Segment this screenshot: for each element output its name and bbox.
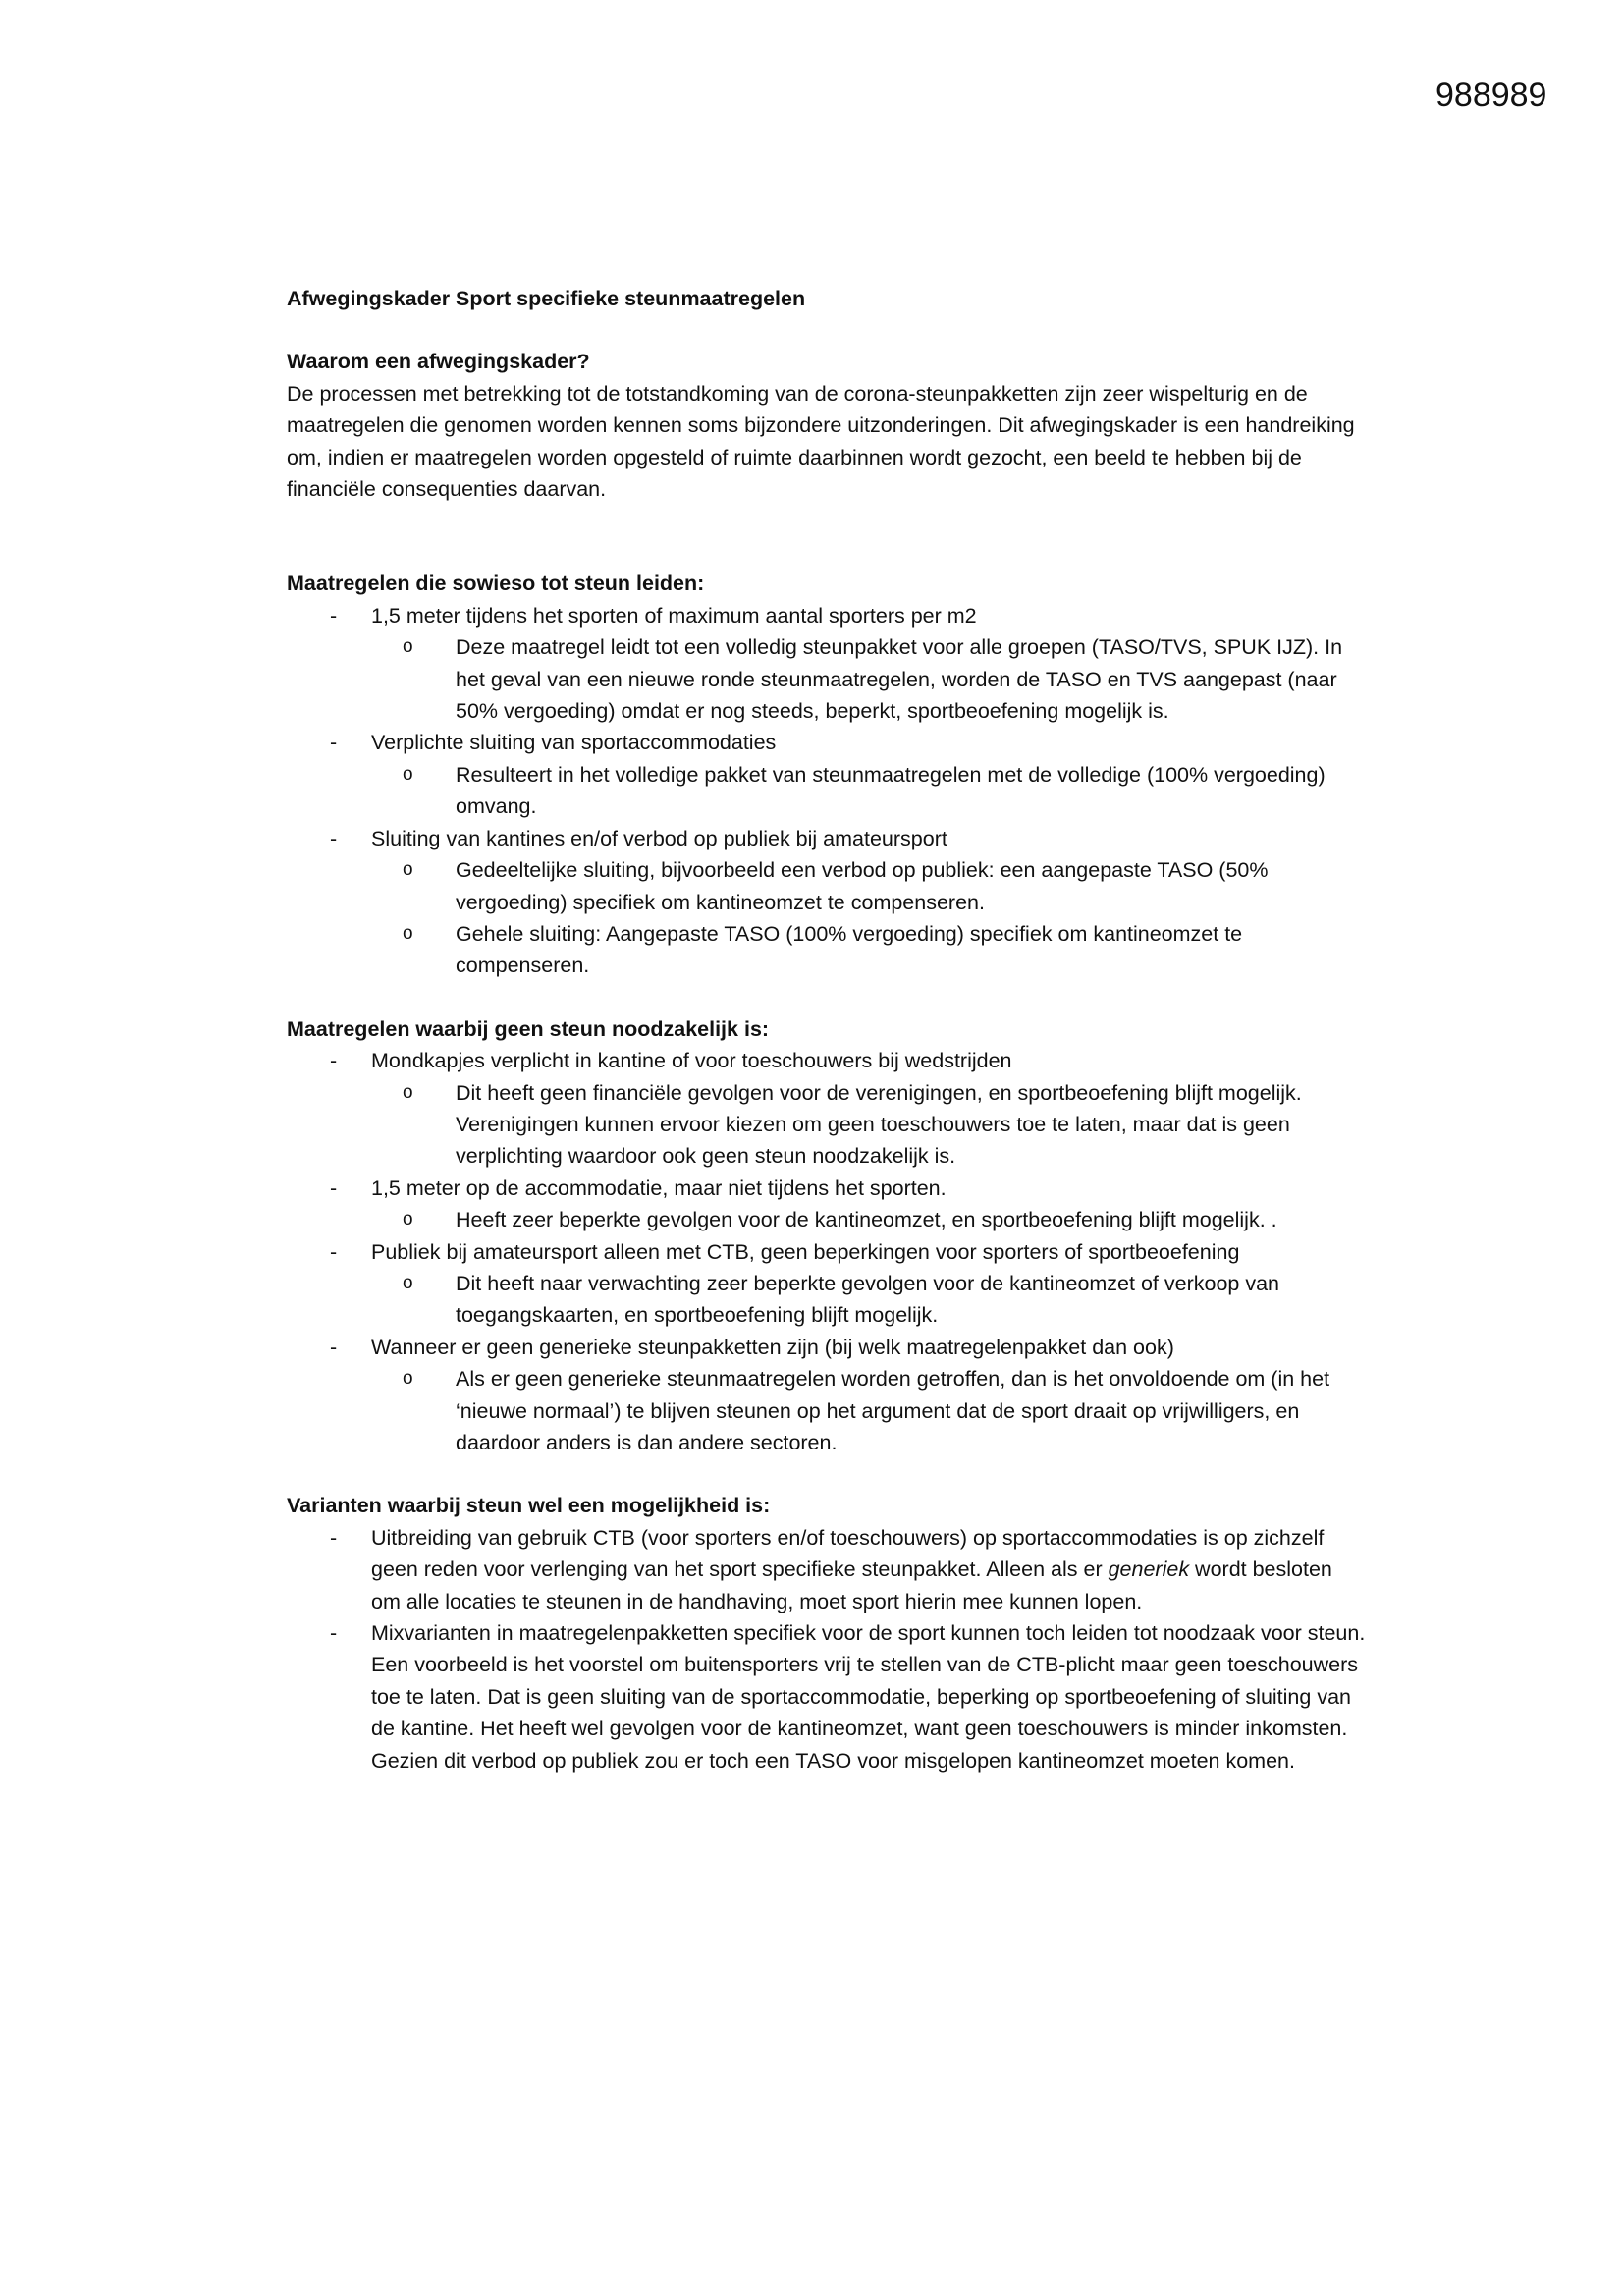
document-title: Afwegingskader Sport specifieke steunmaatregelen [287, 287, 806, 310]
circle-bullet: o [403, 636, 413, 658]
list-item-text: Mondkapjes verplicht in kantine of voor toeschouwers bij wedstrijden [371, 1049, 1012, 1073]
circle-bullet: o [403, 763, 413, 785]
list-item-text: Mixvarianten in maatregelenpakketten specifiek voor de sport kunnen toch leiden tot noodzaak voor steun. Een voorbeeld is het voorstel om buitensporters vrij te stellen van de CTB-plicht maar geen toeschouwers toe te laten. Dat is geen sluiting van de sportaccommodatie, beperking op sportbeoefening of sluiting van de kantine. Het heeft wel gevolgen voor de kantineomzet, want geen toeschouwers is minder inkomsten. Gezien dit verbod op publiek zou er toch een TASO voor misgelopen kantineomzet moeten komen. [371, 1621, 1366, 1773]
sub-list-item-text: Resulteert in het volledige pakket van steunmaatregelen met de volledige (100% vergoeding) omvang. [456, 762, 1326, 819]
emphasis-text: generiek [1108, 1558, 1190, 1582]
list-item [287, 1332, 1367, 1459]
list-item [287, 1236, 1367, 1332]
list-item-text: Wanneer er geen generieke steunpakketten zijn (bij welk maatregelenpakket dan ook) [371, 1335, 1174, 1359]
section-heading-why: Waarom een afwegingskader? [287, 350, 590, 374]
list-item [287, 1045, 1367, 1173]
sub-list-item-text: Heeft zeer beperkte gevolgen voor de kantineomzet, en sportbeoefening blijft mogelijk. . [456, 1208, 1277, 1232]
circle-bullet: o [403, 1368, 413, 1390]
list-item [287, 727, 1367, 822]
list-item [287, 1173, 1367, 1236]
dash-bullet: - [330, 1239, 338, 1264]
circle-bullet: o [403, 1272, 413, 1293]
sub-list-item-text: Dit heeft geen financiële gevolgen voor de verenigingen, en sportbeoefening blijft mogelijk. Verenigingen kunnen ervoor kiezen om geen toeschouwers toe te laten, maar dat is geen verplichting waardoor ook geen steun noodzakelijk is. [456, 1080, 1302, 1169]
circle-bullet: o [403, 1209, 413, 1230]
circle-bullet: o [403, 922, 413, 944]
circle-bullet: o [403, 859, 413, 881]
list-item-text-part: Uitbreiding van gebruik CTB (voor sporters en/of toeschouwers) op sportaccommodaties is op zichzelf geen reden voor verlenging van het sport specifieke steunpakket. Alleen als er [371, 1525, 1325, 1582]
document-number: 988989 [1435, 77, 1547, 114]
sub-list-item [371, 1204, 1367, 1235]
dash-bullet: - [330, 603, 338, 628]
section-heading-support: Maatregelen die sowieso tot steun leiden: [287, 572, 705, 596]
sub-list-item [371, 759, 1367, 823]
sub-list-item [371, 631, 1367, 727]
list-item [287, 1617, 1367, 1777]
document-body [287, 283, 1367, 1777]
sub-list-item-text: Dit heeft naar verwachting zeer beperkte gevolgen voor de kantineomzet of verkoop van toegangskaarten, en sportbeoefening blijft mogelijk. [456, 1271, 1279, 1328]
dash-bullet: - [330, 731, 338, 755]
list-item [287, 600, 1367, 728]
dash-bullet: - [330, 1525, 338, 1550]
sub-list-item-text: Gehele sluiting: Aangepaste TASO (100% vergoeding) specifiek om kantineomzet te compenseren. [456, 921, 1243, 978]
list-item-text: 1,5 meter tijdens het sporten of maximum aantal sporters per m2 [371, 603, 977, 628]
section-heading-variants: Varianten waarbij steun wel een mogelijkheid is: [287, 1494, 771, 1518]
dash-bullet: - [330, 1621, 338, 1646]
list-item-text: Sluiting van kantines en/of verbod op publiek bij amateursport [371, 826, 947, 850]
list-item-text: 1,5 meter op de accommodatie, maar niet tijdens het sporten. [371, 1175, 947, 1200]
sub-list-item [371, 1077, 1367, 1173]
section-intro-text: De processen met betrekking tot de totstandkoming van de corona-steunpakketten zijn zeer wispelturig en de maatregelen die genomen worden kennen soms bijzondere uitzonderingen. Dit afwegingskader is een handreiking om, indien er maatregelen worden opgesteld of ruimte daarbinnen wordt gezocht, een beeld te hebben bij de financiële consequenties daarvan. [287, 381, 1355, 502]
sub-list-item [371, 1363, 1367, 1458]
sub-list-item [371, 854, 1367, 918]
list-item-text: Publiek bij amateursport alleen met CTB, geen beperkingen voor sporters of sportbeoefening [371, 1239, 1240, 1264]
support-list [287, 600, 1367, 982]
dash-bullet: - [330, 1049, 338, 1073]
no-support-list [287, 1045, 1367, 1458]
sub-list-item-text: Deze maatregel leidt tot een volledig steunpakket voor alle groepen (TASO/TVS, SPUK IJZ). In het geval van een nieuwe ronde steunmaatregelen, worden de TASO en TVS aangepast (naar 50% vergoeding) omdat er nog steeds, beperkt, sportbeoefening mogelijk is. [456, 635, 1343, 724]
list-item-text: Verplichte sluiting van sportaccommodaties [371, 731, 777, 755]
sub-list-item-text: Gedeeltelijke sluiting, bijvoorbeeld een verbod op publiek: een aangepaste TASO (50% vergoeding) specifiek om kantineomzet te compenseren. [456, 858, 1269, 914]
dash-bullet: - [330, 1175, 338, 1200]
variants-list [287, 1522, 1367, 1777]
dash-bullet: - [330, 826, 338, 850]
list-item [287, 823, 1367, 982]
dash-bullet: - [330, 1335, 338, 1359]
list-item-text-part: wordt besloten om alle locaties te steunen in de handhaving, moet sport hierin mee kunnen lopen. [371, 1558, 1332, 1613]
list-item [287, 1522, 1367, 1617]
sub-list-item [371, 1268, 1367, 1332]
section-heading-no-support: Maatregelen waarbij geen steun noodzakelijk is: [287, 1016, 770, 1041]
sub-list-item [371, 918, 1367, 982]
sub-list-item-text: Als er geen generieke steunmaatregelen worden getroffen, dan is het onvoldoende om (in het ‘nieuwe normaal’) te blijven steunen op het argument dat de sport draait op vrijwilligers, en daardoor anders is dan andere sectoren. [456, 1367, 1330, 1454]
circle-bullet: o [403, 1081, 413, 1103]
